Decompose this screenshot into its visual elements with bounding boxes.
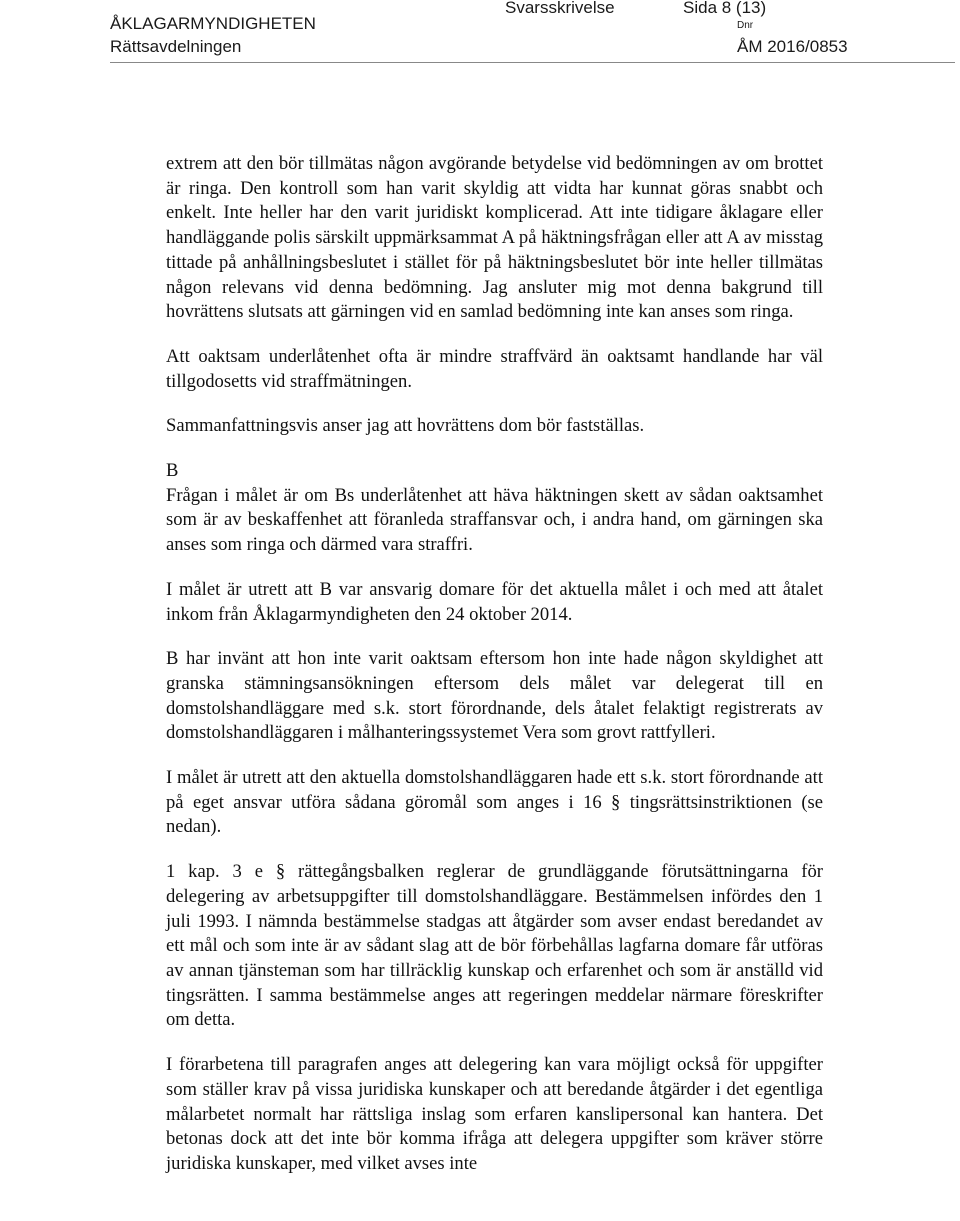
paragraph: I målet är utrett att den aktuella domstolshandläggaren hade ett s.k. stort förordnande att på eget ansvar utföra sådana göromål som anges i 16 § tingsrättsinstriktionen (se nedan). [166, 767, 823, 838]
dnr-label: Dnr [737, 20, 754, 31]
paragraph: 1 kap. 3 e § rättegångsbalken reglerar de grundläggande förutsättningarna för delegering av arbetsuppgifter till domstolshandläggare. Bestämmelsen infördes den 1 juli 1993. I nämnda bestämmelse stadgas att åtgärder som avser endast beredandet av ett mål och som inte är av sådant slag att de bör förbehållas lagfarna domare får utföras av annan tjänsteman som har tillräcklig kunskap och erfarenhet och som är anställd vid tingsrätten. I samma bestämmelse anges att regeringen meddelar närmare föreskrifter om detta. [166, 861, 823, 1031]
paragraph: I förarbetena till paragrafen anges att delegering kan vara möjligt också för uppgifter som ställer krav på vissa juridiska kunskaper och att beredande åtgärder i det egentliga målarbetet normalt har rättsliga inslag som erfaren kanslipersonal kan hantera. Det betonas dock att det inte bör komma ifråga att delegera uppgifter som kräver större juridiska kunskaper, med vilket avses inte [166, 1054, 823, 1174]
page-number: Sida 8 (13) [683, 0, 767, 17]
document-type: Svarsskrivelse [505, 0, 615, 17]
paragraph: I målet är utrett att B var ansvarig domare för det aktuella målet i och med att åtalet inkom från Åklagarmyndigheten den 24 oktober 2014. [166, 578, 823, 625]
dnr-value: ÅM 2016/0853 [737, 37, 848, 56]
section-heading: B [166, 460, 179, 482]
department-name: Rättsavdelningen [110, 37, 242, 56]
document-body [166, 152, 823, 1177]
paragraph: Frågan i målet är om Bs underlåtenhet att häva häktningen skett av sådan oaktsamhet som är av beskaffenhet att föranleda straffansvar och, i andra hand, om gärningen ska anses som ringa och därmed vara straffri. [166, 484, 823, 556]
paragraph: Att oaktsam underlåtenhet ofta är mindre straffvärd än oaktsamt handlande har väl tillgodosetts vid straffmätningen. [166, 345, 823, 392]
header-divider [110, 62, 955, 63]
organization-name: ÅKLAGARMYNDIGHETEN [110, 14, 316, 33]
paragraph: extrem att den bör tillmätas någon avgörande betydelse vid bedömningen av om brottet är ringa. Den kontroll som han varit skyldig att vidta har kunnat göras snabbt och enkelt. Inte heller har den varit juridiskt komplicerad. Att inte tidigare åklagare eller handläggande polis särskilt uppmärksammat A på häktningsfrågan eller att A av misstag tittade på anhållningsbeslutet i stället för på häktningsbeslutet bör inte heller tillmätas någon relevans vid denna bedömning. Jag ansluter mig mot denna bakgrund till hovrättens slutsats att gärningen vid en samlad bedömning inte kan anses som ringa. [166, 153, 823, 323]
page-header [0, 0, 960, 64]
paragraph: B har invänt att hon inte varit oaktsam eftersom hon inte hade någon skyldighet att granska stämningsansökningen eftersom dels målet var delegerat till en domstolshandläggare med s.k. stort förordnande, dels åtalet felaktigt registrerats av domstolshandläggaren i målhanteringssystemet Vera som grovt rattfylleri. [166, 648, 823, 744]
paragraph: Sammanfattningsvis anser jag att hovrättens dom bör fastställas. [166, 415, 645, 437]
